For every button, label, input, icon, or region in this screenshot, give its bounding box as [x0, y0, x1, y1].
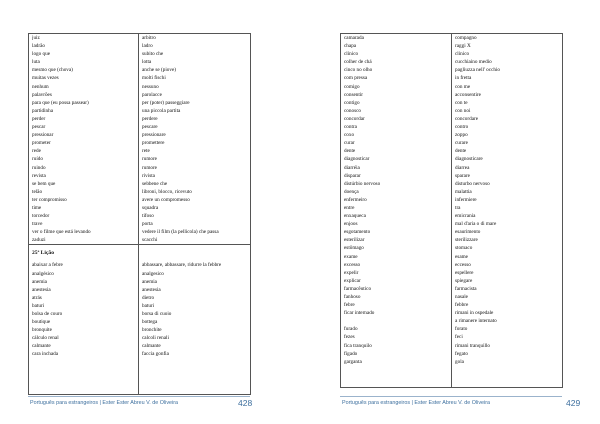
vocab-entry: analgésico — [32, 270, 54, 277]
vocab-entry: subito che — [142, 51, 164, 58]
vocab-entry: clinico — [455, 51, 470, 58]
vocab-entry: borsa di cuoio — [142, 311, 172, 317]
vocab-entry: per (poter) passeggiare — [142, 99, 190, 106]
table-row — [29, 34, 251, 245]
vocab-entry: chapa — [344, 43, 357, 50]
vocab-entry: ladro — [142, 43, 153, 50]
vocab-entry: spiegare — [455, 277, 473, 284]
vocab-entry: tra — [455, 204, 461, 211]
vocab-entry: rede — [32, 148, 41, 155]
vocab-entry: pescar — [32, 124, 46, 131]
vocab-entry: arbitro — [142, 35, 156, 41]
vocab-entry: comigo — [344, 83, 360, 90]
vocab-entry: cálculo renal — [32, 335, 59, 342]
vocab-entry: esterilizar — [344, 237, 365, 244]
vocab-entry: calcoli renali — [142, 335, 169, 342]
vocab-entry: doença — [344, 188, 359, 195]
vocab-entry: nasale — [455, 294, 468, 300]
page-number: 429 — [566, 398, 581, 408]
vocab-entry: conosco — [344, 107, 361, 114]
vocab-entry: clínico — [344, 51, 359, 58]
vocab-entry: fígado — [344, 350, 358, 357]
vocab-entry: dente — [455, 148, 467, 155]
vocab-entry: partidinha — [32, 107, 54, 114]
vocab-entry: rumore — [142, 156, 157, 163]
italian-word-list — [455, 34, 562, 366]
vocab-entry: cinco no olho — [344, 67, 373, 74]
vocab-entry: com pressa — [344, 75, 368, 82]
vocab-entry: logo que — [32, 51, 51, 58]
vocab-entry: forato — [455, 326, 468, 333]
vocab-entry: contra — [344, 124, 357, 131]
vocab-entry: a rimanere internato — [455, 318, 497, 325]
vocab-entry: pagliuzza nell' occhio — [455, 67, 501, 74]
vocab-entry: molti fischi — [142, 75, 166, 82]
vocab-entry: zoppo — [455, 132, 468, 139]
vocab-entry: scacchi — [142, 237, 158, 244]
vocab-entry: lotta — [142, 59, 152, 66]
vocab-entry: esame — [455, 253, 468, 260]
vocab-entry: una piccola partita — [142, 107, 181, 114]
table-cell — [452, 34, 563, 388]
vocab-entry: parolacce — [142, 91, 162, 98]
table-cell — [29, 34, 139, 245]
vocab-entry: faccia gonfia — [142, 351, 169, 358]
vocab-entry: anemia — [32, 278, 47, 285]
vocab-entry: bottega — [142, 319, 158, 326]
vocab-entry: nenhum — [32, 83, 49, 90]
vocab-entry: pressionare — [142, 132, 166, 139]
vocab-entry: sparare — [455, 172, 470, 179]
vocab-entry: con noi — [455, 107, 471, 114]
vocab-entry: trave — [32, 221, 43, 228]
vocab-entry: luta — [32, 59, 40, 66]
vocab-entry: rimani tranquillo — [455, 342, 491, 349]
vocab-entry: telão — [32, 188, 43, 195]
table-cell — [139, 34, 251, 245]
table-cell — [139, 245, 251, 395]
table-cell — [29, 245, 139, 395]
vocab-entry: enxaqueca — [344, 213, 366, 220]
vocab-entry: bolsa de couro — [32, 311, 63, 317]
vocab-entry: feci — [455, 334, 463, 341]
vocab-entry: promettere — [142, 140, 165, 147]
vocab-entry: anestesia — [32, 286, 51, 293]
vocab-entry: excesso — [344, 261, 361, 268]
vocab-entry: entre — [344, 204, 355, 211]
footer-text: Português para estrangeiros | Ester Ester Abreu V. de Oliveira — [30, 400, 179, 406]
footer-text: Português para estrangeiros | Ester Ester Abreu V. de Oliveira — [342, 400, 491, 406]
vocab-entry: acconsentire — [455, 91, 481, 98]
vocab-entry: cucchiaino medio — [455, 59, 492, 66]
vocab-entry: distúrbio nervoso — [344, 180, 381, 187]
vocab-entry: emicrania — [455, 213, 476, 220]
vocab-entry: muitas vezes — [32, 75, 59, 82]
vocab-entry: anemia — [142, 278, 157, 285]
vocab-entry: se bem que — [32, 180, 56, 187]
vocab-entry: anche se (piove) — [142, 67, 176, 74]
vocab-entry: con te — [455, 99, 468, 106]
vocab-entry: farmacêutico — [344, 285, 372, 292]
vocab-entry: con me — [455, 83, 471, 90]
vocab-entry: disparar — [344, 172, 361, 179]
portuguese-word-list — [32, 34, 138, 244]
vocab-entry: farmacista — [455, 285, 477, 292]
vocab-entry: in fretta — [455, 75, 472, 82]
vocab-entry: enfermeiro — [344, 196, 367, 203]
vocab-entry: estômago — [344, 245, 364, 252]
vocab-entry: coxo — [344, 132, 355, 139]
vocab-entry: squadra — [142, 204, 159, 211]
vocab-entry: boutique — [32, 319, 51, 326]
vocab-entry: ruído — [32, 156, 43, 163]
vocab-entry: diagnosticar — [344, 156, 370, 163]
vocab-entry: cara inchada — [32, 351, 59, 358]
vocab-entry: mal d'aria o di mare — [455, 221, 497, 228]
vocab-entry: zaduzi — [32, 237, 46, 244]
vocab-entry: prometer — [32, 140, 51, 147]
lesson-title: 25ª Lição — [32, 250, 55, 257]
vocab-entry: porta — [142, 221, 153, 228]
vocab-entry: compagno — [455, 35, 477, 41]
vocab-entry: calmante — [142, 343, 161, 350]
vocab-entry: fezes — [344, 334, 355, 341]
portuguese-word-list — [344, 34, 451, 366]
vocab-entry: diagnosticare — [455, 156, 483, 163]
vocab-entry: abbassare, abbassare, ridurre la febbre — [142, 262, 222, 269]
vocab-entry: dente — [344, 148, 356, 155]
vocab-entry: stomaco — [455, 245, 473, 252]
vocab-entry: bronquite — [32, 327, 52, 334]
vocab-entry: esgotamento — [344, 229, 371, 236]
vocab-entry: fanhoso — [344, 294, 361, 300]
vocab-entry: vedere il film (la pellicola) che passa — [142, 229, 219, 236]
vocab-entry: concordare — [455, 115, 479, 122]
vocab-entry: libroni, blocco, ricevuto — [142, 188, 192, 195]
vocab-entry: espellere — [455, 269, 474, 276]
vocab-entry: colher de chá — [344, 59, 372, 66]
vocab-entry: ver o filme que está levando — [32, 229, 91, 236]
vocab-entry: fica tranquilo — [344, 342, 372, 349]
portuguese-word-list — [32, 261, 138, 358]
vocab-entry: atrás — [32, 294, 42, 301]
table-row — [29, 245, 251, 395]
vocab-entry: rimani in ospedale — [455, 310, 494, 317]
vocab-entry: pressionar — [32, 132, 54, 139]
vocab-entry: malattia — [455, 188, 472, 195]
vocab-entry: rete — [142, 148, 150, 155]
vocab-entry: curare — [455, 140, 468, 147]
vocab-entry: calmante — [32, 343, 51, 350]
vocab-table-right — [340, 33, 563, 388]
vocab-entry: rumore — [142, 164, 157, 171]
vocab-entry: furado — [344, 326, 358, 333]
vocab-entry: perdere — [142, 115, 158, 122]
vocab-entry: tifoso — [142, 213, 154, 220]
vocab-entry: baturi — [142, 302, 155, 309]
vocab-entry: sterilizzare — [455, 237, 478, 244]
footer-divider — [340, 396, 562, 397]
vocab-entry: analgesico — [142, 270, 164, 277]
vocab-entry: para que (eu possa passear) — [32, 99, 89, 106]
vocab-entry — [344, 317, 451, 325]
vocab-entry: diarréia — [344, 164, 360, 171]
vocab-entry: revista — [32, 172, 46, 179]
vocab-entry: ruindo — [32, 164, 46, 171]
vocab-entry: explicar — [344, 277, 361, 284]
vocab-entry: infermiere — [455, 196, 477, 203]
vocab-entry: torcedor — [32, 213, 50, 220]
vocab-entry: mesmo que (chova) — [32, 67, 73, 74]
vocab-entry: raggi X — [455, 43, 471, 50]
vocab-entry: anestesia — [142, 286, 161, 293]
vocab-entry: fegato — [455, 350, 468, 357]
vocab-entry: febbre — [455, 302, 469, 309]
vocab-entry: concordar — [344, 115, 365, 122]
vocab-entry: contro — [455, 124, 469, 131]
vocab-entry: exame — [344, 253, 358, 260]
vocab-entry: enjoos — [344, 221, 358, 228]
vocab-entry: febre — [344, 302, 355, 309]
vocab-entry: curar — [344, 140, 355, 147]
vocab-entry: esaurimento — [455, 229, 481, 236]
vocab-entry: time — [32, 204, 42, 211]
vocab-entry: bronchite — [142, 327, 162, 334]
vocab-entry: camarada — [344, 35, 364, 41]
vocab-entry: garganta — [344, 358, 362, 365]
italian-word-list — [142, 261, 250, 358]
vocab-entry: nessuno — [142, 83, 159, 90]
vocab-entry: palavrões — [32, 91, 52, 98]
vocab-entry: contigo — [344, 99, 360, 106]
vocab-entry: expelir — [344, 269, 359, 276]
footer-divider — [28, 396, 250, 397]
vocab-entry: baturi — [32, 302, 45, 309]
vocab-entry: gola — [455, 358, 464, 365]
italian-word-list — [142, 34, 250, 244]
vocab-entry: rivista — [142, 172, 155, 179]
vocab-entry: juiz — [32, 35, 40, 41]
vocab-entry: eccesso — [455, 261, 471, 268]
vocab-table-left — [28, 33, 251, 395]
vocab-entry: ficar internado — [344, 310, 375, 317]
vocab-entry: consentir — [344, 91, 364, 98]
vocab-entry: ter compromisso — [32, 196, 67, 203]
vocab-entry: dietro — [142, 294, 155, 301]
vocab-entry: abaixar a febre — [32, 262, 63, 269]
table-row — [341, 34, 563, 388]
page-number: 428 — [238, 398, 253, 408]
table-cell — [341, 34, 452, 388]
vocab-entry: sebbene che — [142, 180, 168, 187]
vocab-entry: ladrão — [32, 43, 45, 50]
right-page — [300, 0, 600, 424]
vocab-entry: disturbo nervoso — [455, 180, 490, 187]
vocab-entry: diarrea — [455, 164, 470, 171]
vocab-entry: pescare — [142, 124, 158, 131]
vocab-entry: perder — [32, 115, 46, 122]
vocab-entry: avere un compromesso — [142, 196, 190, 203]
